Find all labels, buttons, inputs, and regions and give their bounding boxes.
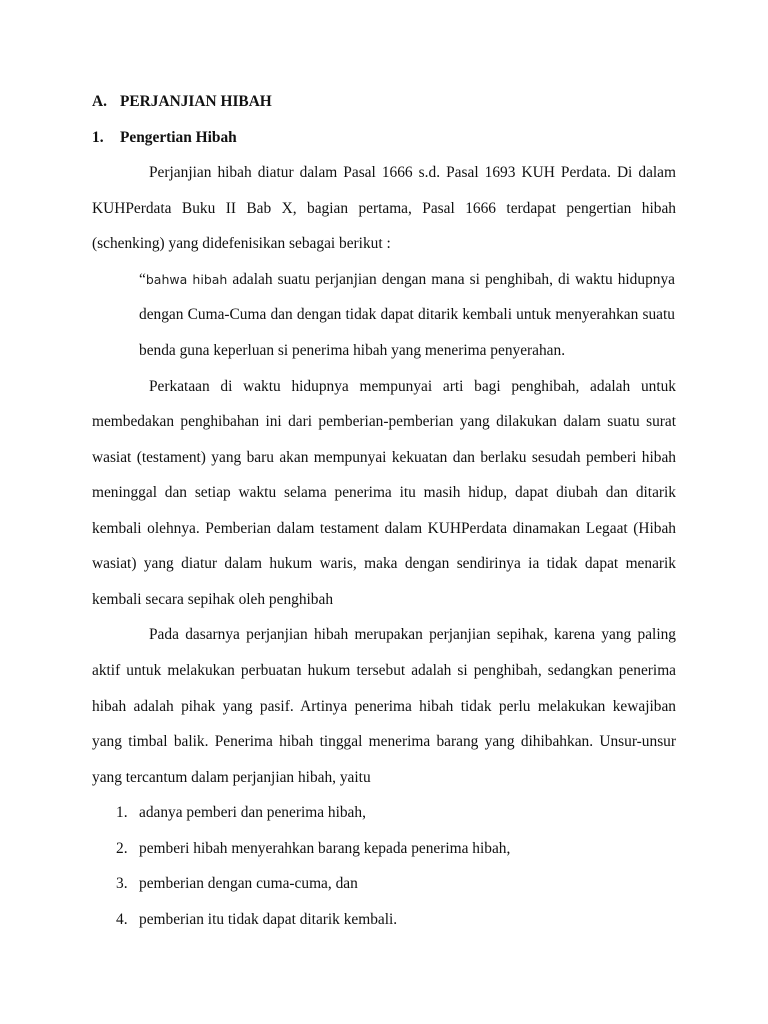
section-title: PERJANJIAN HIBAH: [120, 93, 272, 110]
paragraph-line: kembali olehnya. Pemberian dalam testament dalam KUHPerdata dinamakan Legaat (Hibah: [92, 519, 676, 537]
paragraph: [92, 617, 676, 795]
section-heading: [92, 84, 676, 120]
list-item-number: 2.: [116, 839, 128, 857]
paragraph-line: membedakan penghibahan ini dari pemberian-pemberian yang dilakukan dalam suatu surat: [92, 413, 676, 431]
subsection-heading: [92, 120, 676, 156]
paragraph-line: Pada dasarnya perjanjian hibah merupakan perjanjian sepihak, karena yang paling: [149, 626, 676, 644]
subsection-number: 1.: [92, 128, 104, 146]
list-item: [92, 795, 676, 831]
paragraph: [92, 369, 676, 618]
list-item-text: pemberian dengan cuma-cuma, dan: [139, 875, 358, 893]
list-item-number: 1.: [116, 804, 128, 822]
quote-line-text: adalah suatu perjanjian dengan mana si penghibah, di waktu hidupnya: [227, 270, 675, 288]
list-item: [92, 831, 676, 867]
document-body: [92, 84, 676, 938]
quote-emphasis: bahwa hibah: [145, 271, 228, 287]
paragraph-line: Perkataan di waktu hidupnya mempunyai arti bagi penghibah, adalah untuk: [149, 377, 676, 395]
quote-line: benda guna keperluan si penerima hibah yang menerima penyerahan.: [139, 341, 566, 359]
paragraph-line: wasiat) yang diatur dalam hukum waris, maka dengan sendirinya ia tidak dapat menarik: [92, 555, 676, 573]
element-list: [92, 795, 676, 937]
paragraph: [92, 155, 676, 262]
paragraph-line: Perjanjian hibah diatur dalam Pasal 1666 s.d. Pasal 1693 KUH Perdata. Di dalam: [149, 164, 676, 182]
paragraph-line: KUHPerdata Buku II Bab X, bagian pertama, Pasal 1666 terdapat pengertian hibah: [92, 199, 676, 217]
paragraph-line: yang timbal balik. Penerima hibah tinggal menerima barang yang dihibahkan. Unsur-unsur: [92, 733, 676, 751]
list-item: [92, 866, 676, 902]
list-item-text: adanya pemberi dan penerima hibah,: [139, 804, 366, 822]
section-number: A.: [92, 93, 107, 110]
paragraph-line: wasiat (testament) yang baru akan mempunyai kekuatan dan berlaku sesudah pemberi hibah: [92, 448, 676, 466]
block-quote: [92, 262, 676, 369]
list-item-number: 3.: [116, 875, 128, 893]
paragraph-line: (schenking) yang didefenisikan sebagai berikut :: [92, 235, 391, 253]
list-item-text: pemberi hibah menyerahkan barang kepada penerima hibah,: [139, 839, 511, 857]
quote-open-mark: “: [139, 270, 146, 288]
paragraph-line: kembali secara sepihak oleh penghibah: [92, 590, 334, 608]
quote-line: [92, 262, 675, 298]
paragraph-line: yang tercantum dalam perjanjian hibah, yaitu: [92, 768, 371, 786]
subsection-title: Pengertian Hibah: [120, 128, 237, 146]
list-item-number: 4.: [116, 910, 128, 928]
list-item-text: pemberian itu tidak dapat ditarik kembali.: [139, 910, 398, 928]
paragraph-line: aktif untuk melakukan perbuatan hukum tersebut adalah si penghibah, sedangkan penerima: [92, 662, 676, 679]
quote-line: dengan Cuma-Cuma dan dengan tidak dapat ditarik kembali untuk menyerahkan suatu: [139, 306, 675, 324]
list-item: [92, 902, 676, 938]
paragraph-line: hibah adalah pihak yang pasif. Artinya penerima hibah tidak perlu melakukan kewajiban: [92, 697, 676, 715]
paragraph-line: meninggal dan setiap waktu selama penerima itu masih hidup, dapat diubah dan ditarik: [92, 484, 676, 502]
